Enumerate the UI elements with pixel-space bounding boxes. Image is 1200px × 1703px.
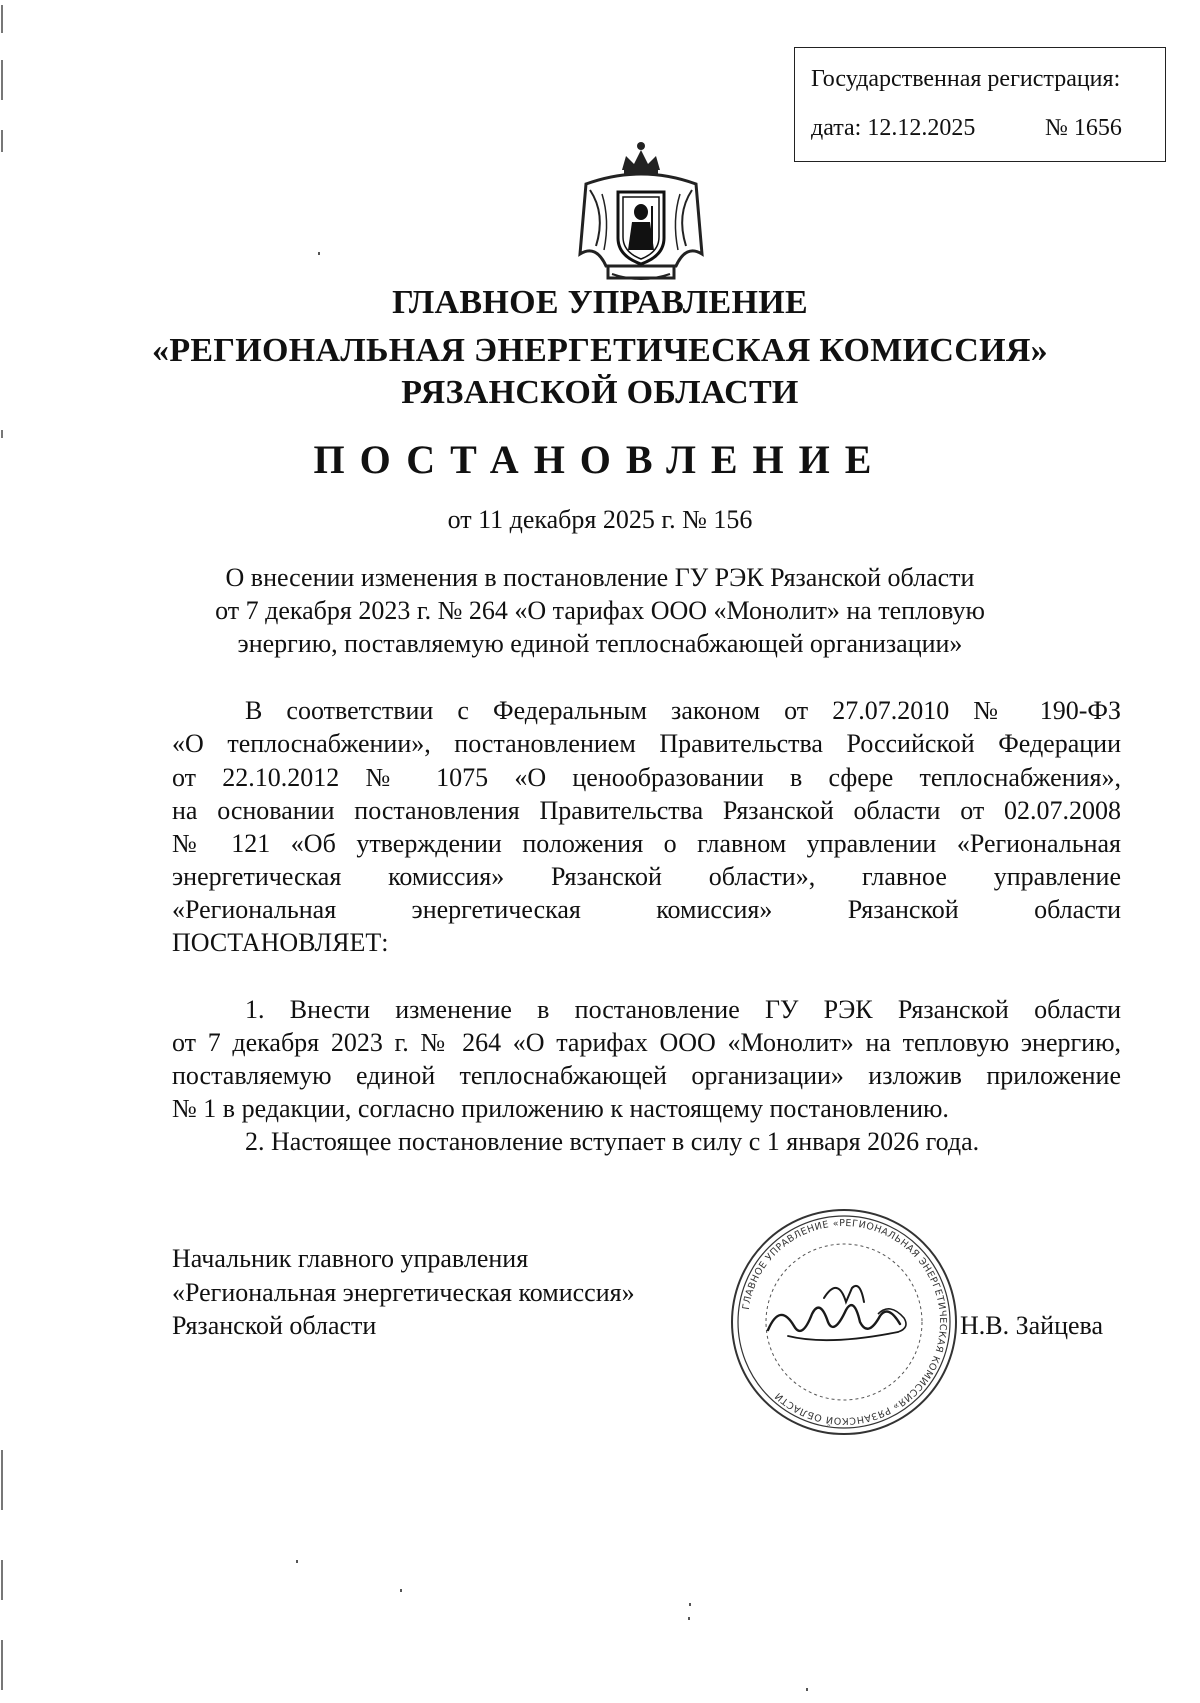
signatory-position-line-2: «Региональная энергетическая комиссия»: [172, 1278, 635, 1307]
item-line: 2. Настоящее постановление вступает в силу с 1 января 2026 года.: [245, 1127, 980, 1156]
subject-line-1: О внесении изменения в постановление ГУ РЭК Рязанской области: [225, 563, 975, 592]
scan-speck: [689, 1603, 691, 1606]
item-line: 1. Внести изменение в постановление ГУ РЭК Рязанской области: [245, 995, 1121, 1024]
registration-number: № 1656: [1045, 115, 1122, 141]
preamble-line: «О теплоснабжении», постановлением Правительства Российской Федерации: [172, 729, 1121, 758]
signatory-position-line-1: Начальник главного управления: [172, 1244, 529, 1273]
registration-box: [794, 47, 1166, 162]
subject-line-2: от 7 декабря 2023 г. № 264 «О тарифах ООО «Монолит» на тепловую: [215, 596, 985, 625]
scan-speck: [806, 1688, 808, 1691]
scan-edge-mark: [1, 60, 3, 100]
org-title-line-2: «РЕГИОНАЛЬНАЯ ЭНЕРГЕТИЧЕСКАЯ КОМИССИЯ»: [152, 332, 1048, 369]
preamble-line: «Региональная энергетическая комиссия» Рязанской области: [172, 895, 1121, 924]
scan-speck: [688, 1617, 690, 1620]
decree-date: от 11 декабря 2025 г. № 156: [447, 505, 753, 534]
registration-date: дата: 12.12.2025: [811, 115, 976, 141]
registration-title: Государственная регистрация:: [811, 66, 1121, 92]
scan-speck: [400, 1589, 402, 1592]
org-title-line-1: ГЛАВНОЕ УПРАВЛЕНИЕ: [392, 284, 808, 321]
preamble-line: энергетическая комиссия» Рязанской области», главное управление: [172, 862, 1121, 891]
seal-text: ГЛАВНОЕ УПРАВЛЕНИЕ «РЕГИОНАЛЬНАЯ ЭНЕРГЕТИЧЕСКАЯ КОМИССИЯ» РЯЗАНСКОЙ ОБЛАСТИ: [740, 1217, 949, 1427]
scan-edge-mark: [1, 1560, 3, 1600]
item-line: поставляемую единой теплоснабжающей организации» изложив приложение: [172, 1061, 1121, 1090]
signatory-name: Н.В. Зайцева: [960, 1311, 1104, 1340]
preamble-line: В соответствии с Федеральным законом от 27.07.2010 № 190-ФЗ: [245, 696, 1121, 725]
coat-of-arms-icon: [566, 134, 716, 284]
preamble-line: от 22.10.2012 № 1075 «О ценообразовании в сфере теплоснабжения»,: [172, 763, 1121, 792]
scan-edge-mark: [1, 130, 3, 152]
subject-line-3: энергию, поставляемую единой теплоснабжающей организации»: [237, 629, 963, 658]
scan-edge-mark: [1, 1640, 3, 1690]
official-seal-icon: [728, 1206, 960, 1438]
preamble-resolves: ПОСТАНОВЛЯЕТ:: [172, 928, 389, 957]
preamble-line: № 121 «Об утверждении положения о главном управлении «Региональная: [172, 829, 1121, 858]
item-line: № 1 в редакции, согласно приложению к настоящему постановлению.: [172, 1094, 949, 1123]
scan-edge-mark: [1, 1450, 3, 1510]
scan-speck: [296, 1560, 298, 1563]
scan-edge-mark: [1, 5, 3, 33]
item-line: от 7 декабря 2023 г. № 264 «О тарифах ООО «Монолит» на тепловую энергию,: [172, 1028, 1121, 1057]
signatory-position-line-3: Рязанской области: [172, 1311, 377, 1340]
decree-title: ПОСТАНОВЛЕНИЕ: [313, 437, 887, 482]
org-title-line-3: РЯЗАНСКОЙ ОБЛАСТИ: [401, 374, 799, 411]
scan-speck: [318, 252, 320, 255]
preamble-line: на основании постановления Правительства Рязанской области от 02.07.2008: [172, 796, 1121, 825]
